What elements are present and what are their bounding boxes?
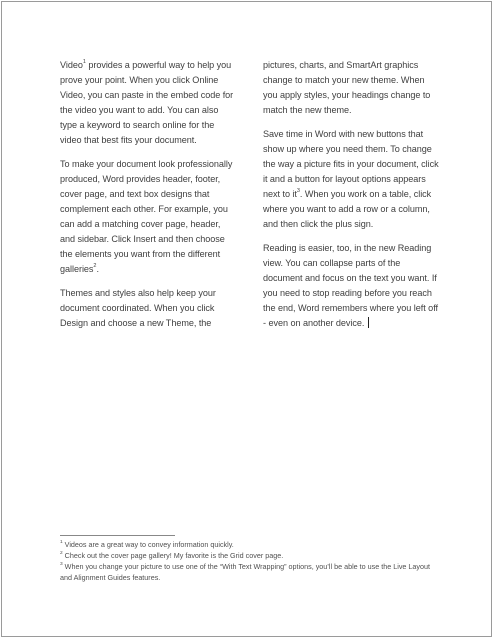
- paragraph-themes[interactable]: Themes and styles also help keep your document coordinated. When you click Design and choose a new Theme, the: [60, 288, 216, 328]
- footnote-1[interactable]: $^1$ Videos are a great way to convey information quickly.: [60, 539, 234, 549]
- footnote-2[interactable]: $^2$ Check out the cover page gallery! My favorite is the Grid cover page.: [60, 550, 284, 560]
- footnotes-area: [60, 539, 440, 583]
- left-column: [60, 58, 236, 340]
- footnote-ref-3[interactable]: 3: [296, 187, 300, 194]
- paragraph-themes-continued[interactable]: pictures, charts, and SmartArt graphics change to match your new theme. When you apply styles, your headings change to match the new theme.: [263, 60, 431, 115]
- paragraph-save-time[interactable]: Save time in Word with new buttons that show up where you need them. To change the way a picture fits in your document, click it and a button for layout options appears next to $it^3$. When you work on a table, click where you want to add a row or a column, and then click the plus sign.: [263, 129, 439, 229]
- footnote-separator: [60, 535, 175, 536]
- footnote-ref-2[interactable]: 2: [93, 262, 97, 269]
- footnote-3[interactable]: $^3$ When you change your picture to use one of the “With Text Wrapping” options, you’ll be able to use the Live Layout and Alignment Guides features.: [60, 561, 430, 582]
- paragraph-video[interactable]: Video$^1$ provides a powerful way to help you prove your point. When you click Online Video, you can paste in the embed code for the video you want to add. You can also type a keyword to search online for the video that best fits your document.: [60, 58, 234, 145]
- document-page[interactable]: [1, 1, 492, 637]
- paragraph-design[interactable]: To make your document look professionally produced, Word provides header, footer, cover page, and text box designs that complement each other. For example, you can add a matching cover page, header, and sidebar. Click Insert and then choose the elements you want from the different galleries$^2$.: [60, 159, 233, 274]
- text-cursor: [368, 317, 369, 328]
- right-column: [263, 58, 439, 340]
- paragraph-reading[interactable]: Reading is easier, too, in the new Reading view. You can collapse parts of the document and focus on the text you want. If you need to stop reading before you reach the end, Word remembers where you left off - even on another device.: [263, 243, 438, 328]
- footnote-ref-1[interactable]: 1: [82, 58, 86, 65]
